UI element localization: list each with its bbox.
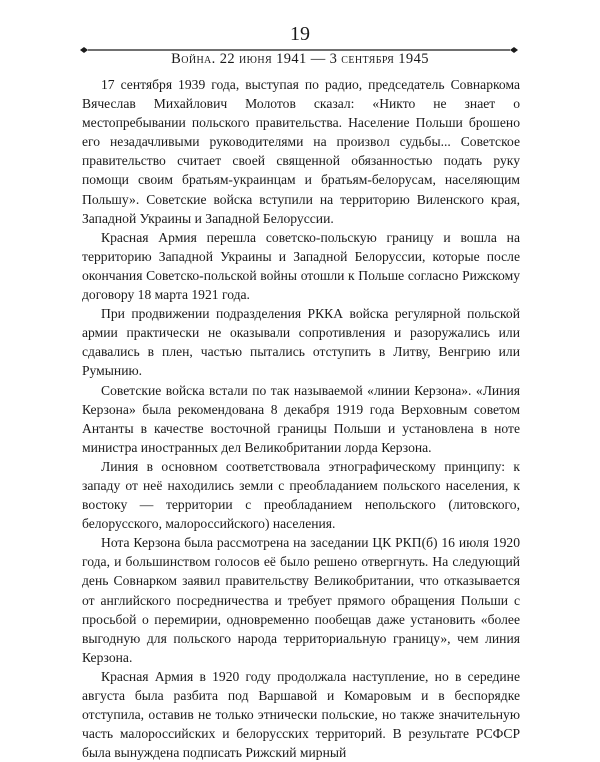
page-number: 19	[290, 23, 310, 45]
body-text	[82, 75, 520, 762]
paragraph: Советские войска встали по так называемой «линии Керзона». «Линия Керзона» была рекомендована 8 декабря 1919 года Верховным советом Антанты в качестве восточной границы Польши и установлена в ноте министра иностранных дел Великобритании лорда Керзона.	[82, 382, 520, 455]
paragraph: Линия в основном соответствовала этнографическому принципу: к западу от неё находились земли с преобладанием польского населения, к востоку — территории с преобладанием непольского (литовского, белорусского, малороссийского) населения.	[82, 458, 520, 532]
running-head: Война. 22 июня 1941 — 3 сентября 1945	[171, 51, 429, 67]
paragraph: 17 сентября 1939 года, выступая по радио, председатель Совнаркома Вячеслав Михайлович Молотов сказал: «Никто не знает о местопребывании польского правительства. Население Польши брошено его незадачливыми руководителями на произвол судьбы... Советское правительство считает своей священной обязанностью подать руку помощи своим братьям-украинцам и братьям-белорусам, населяющим Польшу». Советские войска вступили на территорию Виленского края, Западной Украины и Западной Белоруссии.	[82, 77, 520, 226]
paragraph: Красная Армия в 1920 году продолжала наступление, но в середине августа была разбита под Варшавой и Комаровым и в беспорядке отступила, оставив не только этнически польские, но также значительную часть малороссийских и белорусских территорий. В результате РСФСР была вынуждена подписать Рижский мирный	[82, 668, 520, 761]
paragraph: Нота Керзона была рассмотрена на заседании ЦК РКП(б) 16 июля 1920 года, и большинством голосов её было решено отвергнуть. На следующий день Совнарком заявил правительству Великобритании, что отказывается от английского посредничества и требует прямого обращения Польши с просьбой о перемирии, одновременно пообещав даже установить «более выгодную для польского народа территориальную границу», чем линия Керзона.	[82, 535, 520, 665]
paragraph: При продвижении подразделения РККА войска регулярной польской армии практически не оказывали сопротивления и разоружались или сдавались в плен, частью пытались отступить в Литву, Венгрию или Румынию.	[82, 306, 520, 379]
paragraph: Красная Армия перешла советско-польскую границу и вошла на территорию Западной Украины и Западной Белоруссии, которые после окончания Советско-польской войны отошли к Польше согласно Рижскому договору 18 марта 1921 года.	[82, 229, 520, 303]
